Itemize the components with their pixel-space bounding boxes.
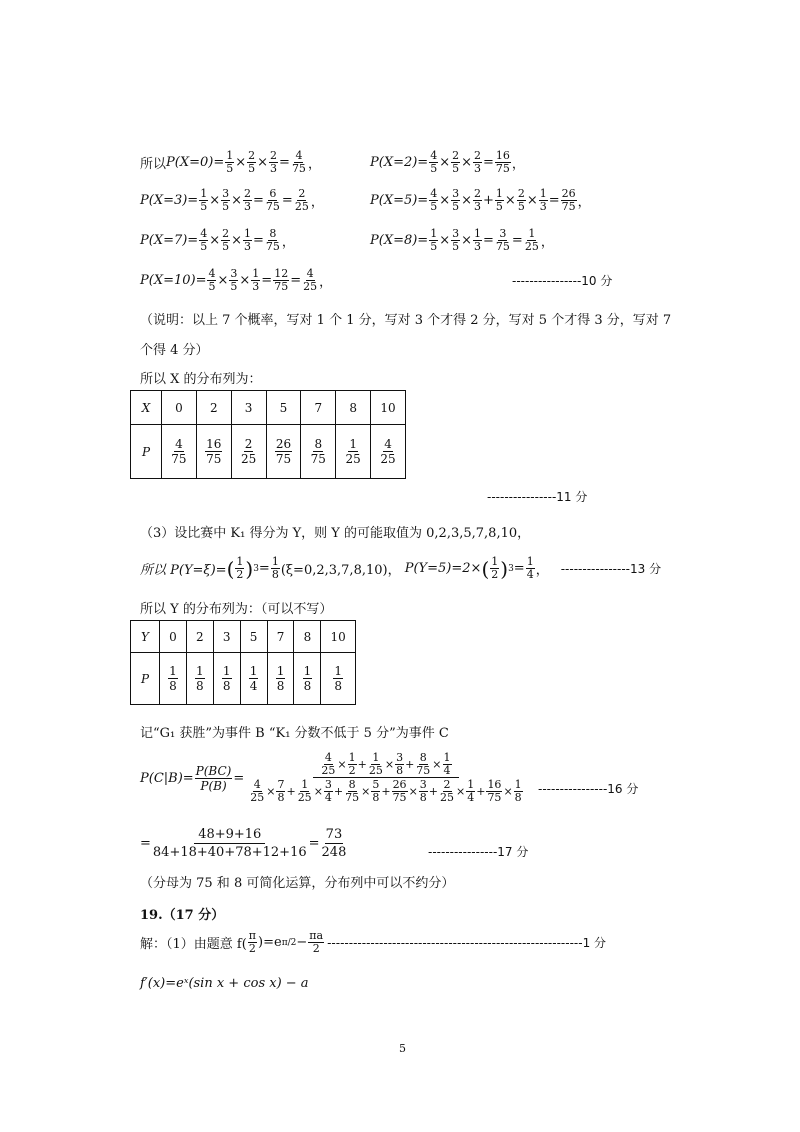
table-cell: $\frac{1}{8}$ [321, 653, 356, 705]
table-row-label: P [131, 425, 162, 479]
table-cell: $\frac{4}{25}$ [371, 425, 406, 479]
table-header-cell: 2 [196, 391, 231, 425]
table-header-cell: 7 [267, 621, 294, 653]
table-header-cell: 10 [371, 391, 406, 425]
prob-x7: P(X=7)= $\frac{4}{5}$ × $\frac{2}{5}$ × $\frac{1}{3}$ = $\frac{8}{75}$ ， [140, 227, 295, 253]
event-definition: 记“G₁ 获胜”为事件 B “K₁ 分数不低于 5 分”为事件 C [140, 726, 449, 741]
y-dist-title: 所以 Y 的分布列为：（可以不写） [140, 602, 333, 617]
table-cell: $\frac{2}{25}$ [231, 425, 266, 479]
prob-x5: P(X=5)= $\frac{4}{5}$ × $\frac{3}{5}$ × $\frac{2}{3}$ + $\frac{1}{5}$ × $\frac{2}{5}$ × $\frac{1}{3}$ = $\frac{26}{75}$ ， [370, 187, 591, 213]
table-header-cell: Y [131, 621, 160, 653]
table-cell: $\frac{1}{8}$ [160, 653, 187, 705]
table-header-cell: 3 [213, 621, 240, 653]
page-number: 5 [399, 1042, 406, 1055]
frac: $\frac{1}{5}$ [226, 149, 234, 175]
table-cell: $\frac{16}{75}$ [196, 425, 231, 479]
question-19-title: 19.（17 分） [140, 908, 225, 923]
table-cell: $\frac{1}{8}$ [213, 653, 240, 705]
table-cell: $\frac{26}{75}$ [266, 425, 301, 479]
score-10: ----------------10 分 [512, 274, 613, 288]
prob-x10: P(X=10)= $\frac{4}{5}$ × $\frac{3}{5}$ × $\frac{1}{3}$ = $\frac{12}{75}$ = $\frac{4}{25}$ ， [140, 267, 333, 293]
table-row-label: P [131, 653, 160, 705]
py-line: 所以 P(Y=ξ)= ( $\frac{1}{2}$ ) 3 = $\frac{1}{8}$ (ξ=0,2,3,7,8,10)， P(Y=5)=2× ( $\frac{1}{2}$ ) 3 = $\frac{1}{4}$ ， ----------------13 分 [140, 555, 662, 581]
table-header-cell: X [131, 391, 162, 425]
table-header-cell: 8 [336, 391, 371, 425]
table-cell: $\frac{1}{4}$ [240, 653, 267, 705]
table-header-cell: 0 [160, 621, 187, 653]
table-header-cell: 0 [162, 391, 197, 425]
conditional-probability: P(C|B)= $\frac{P(BC)}{P(B)}$ = $\frac{4}{25}$ × $\frac{1}{2}$ + $\frac{1}{25}$ × $\frac{3}{8}$ + $\frac{8}{75}$ × $\frac{1}{4}$ $\frac{4}{25}$ × $\frac{7}{8}$ + $\frac{1}{25}$ × $\frac{3}{4}$ + $\frac{8}{75}$ × $\frac{5}{8}$ + $\frac{26}{75}$ × $\frac{3}{8}$ + $\frac{2}{25}$ × $\frac{1}{4}$ + $\frac{16}{75}$ × $\frac{1}{8}$ [140, 751, 522, 804]
part3-line: （3）设比赛中 K₁ 得分为 Y，则 Y 的可能取值为 0,2,3,5,7,8,10， [140, 526, 531, 541]
score-17: ----------------17 分 [428, 845, 529, 859]
score-13: ----------------13 分 [560, 562, 662, 576]
note-scoring-line1: （说明：以上 7 个概率，写对 1 个 1 分，写对 3 个才得 2 分，写对 5 个才得 3 分，写对 7 [140, 313, 672, 328]
score-1: -----------------------------------------------------------1 分 [327, 936, 607, 950]
prob-x3: P(X=3)= $\frac{1}{5}$ × $\frac{3}{5}$ × $\frac{2}{3}$ = $\frac{6}{75}$ = $\frac{2}{25}$ ， [140, 187, 324, 213]
note-scoring-line2: 个得 4 分） [140, 343, 209, 358]
prob-x2: P(X=2)= $\frac{4}{5}$ × $\frac{2}{5}$ × $\frac{2}{3}$ = $\frac{16}{75}$ ， [370, 149, 525, 175]
table-header-cell: 2 [186, 621, 213, 653]
table-cell: $\frac{1}{8}$ [267, 653, 294, 705]
table-cell: $\frac{4}{75}$ [162, 425, 197, 479]
table-cell: $\frac{8}{75}$ [301, 425, 336, 479]
table-cell: $\frac{1}{8}$ [186, 653, 213, 705]
prob-x8: P(X=8)= $\frac{1}{5}$ × $\frac{3}{5}$ × $\frac{1}{3}$ = $\frac{3}{75}$ = $\frac{1}{25}$ ， [370, 227, 554, 253]
table-header-cell: 3 [231, 391, 266, 425]
table-header-cell: 5 [266, 391, 301, 425]
simplification: = $\frac{48+9+16}{84+18+40+78+12+16}$ = $\frac{73}{248}$ [140, 827, 347, 860]
y-distribution-table [130, 620, 356, 705]
q19-line1: 解：（1）由题意 f( $\frac{\pi}{2}$ )=e π/2 − $\frac{\pi a}{2}$ -----------------------------------------------------------1 分 [140, 929, 607, 955]
table-header-cell: 7 [301, 391, 336, 425]
x-dist-title: 所以 X 的分布列为： [140, 372, 262, 387]
prob-x0: 所以 P(X=0)= $\frac{1}{5}$ × $\frac{2}{5}$ × $\frac{2}{3}$ = $\frac{4}{75}$ ， [140, 149, 321, 175]
x-distribution-table [130, 390, 406, 479]
note-simplify: （分母为 75 和 8 可简化运算，分布列中可以不约分） [140, 876, 455, 891]
score-16: ----------------16 分 [538, 782, 639, 796]
table-cell: $\frac{1}{25}$ [336, 425, 371, 479]
table-header-cell: 10 [321, 621, 356, 653]
table-header-cell: 8 [294, 621, 321, 653]
score-11: ----------------11 分 [487, 490, 588, 504]
table-cell: $\frac{1}{8}$ [294, 653, 321, 705]
q19-derivative: f′(x)=eˣ(sin x + cos x) − a [140, 976, 309, 991]
table-header-cell: 5 [240, 621, 267, 653]
